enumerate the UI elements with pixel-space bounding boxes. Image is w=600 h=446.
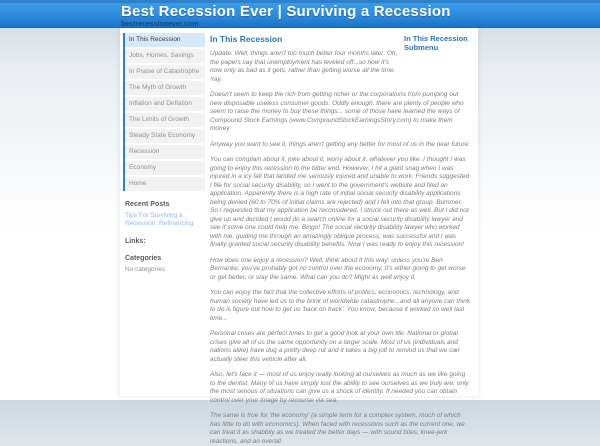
sidebar-item-the-limits-of-growth[interactable]: The Limits of Growth — [125, 113, 205, 127]
post-body — [210, 50, 472, 446]
submenu-sidebar — [400, 34, 472, 84]
sidebar-item-steady-state-economy[interactable]: Steady State Economy — [125, 129, 205, 143]
post-paragraph: Doesn't seem to keep the rich from getting richer or the corporations from pumping out new disposable useless consumer goods. Oddly enough, there are plenty of people who seem to raise the money to buy these things... some of those have learned the ways of Compound Stock Earnings (www.CompoundStockEarningsStory.com) to make them money — [210, 91, 464, 132]
categories-heading: Categories — [125, 255, 162, 262]
sidebar-item-the-myth-of-growth[interactable]: The Myth of Growth — [125, 81, 205, 95]
post-title: In This Recession — [210, 34, 283, 44]
sidebar-item-home[interactable]: Home — [125, 177, 205, 191]
post-paragraph: Personal crises are perfect times to get a good look at your own life. National or global crises give all of us the same opportunity on a larger scale. Most of us (individuals and nations alike) have dug a pretty deep rut and it takes a big jolt to remind us that we can actually steer this vehicle after all. — [210, 330, 460, 363]
left-sidebar — [123, 33, 205, 273]
sidebar-item-recession[interactable]: Recession — [125, 145, 205, 159]
content-container — [120, 28, 478, 445]
post-paragraph: Also, let's face it — most of us enjoy really looking at ourselves as much as we like going to the dentist. Many of us have simply lost the ability to see ourselves as we truly are; only the most serious of situations can give us a shock of identity. If needed you can obtain control over your image by recourse via sea. — [210, 371, 469, 404]
sidebar-item-inflation-and-deflation[interactable]: Inflation and Deflation — [125, 97, 205, 111]
post-paragraph: You can complain about it, joke about it, worry about it, whatever you like. I thought I was going to enjoy this recession to the bitter end. However, I hit a giant snag when I was injured in a icy fall that landed me seriously injured and unable to work. Friends suggested I file for social security disability, so I went to the government's website and filed an application. Apparently there is a high rate of initial social security disability applications being denied (60 to 70% of initial claims are rejected) and I fell into that group. Bummer. So I requested that my application be reconsidered. I struck out there as well. But I did not give up and decided I would do a search online for a social security disability lawyer and see if some one could help me. Bingo! The social security disability lawyer who worked with me, guiding me through an amazingly oblique process, was successful and I was finally granted social security disability benefits. Now I was ready to enjoy this recession! — [210, 156, 470, 248]
recent-post-link[interactable]: Tips For Surviving a Recession: Refinancing — [125, 212, 194, 227]
post-paragraph: Anyway you want to see it, things aren't getting any better for most of us in the near future. — [210, 140, 470, 148]
site-domain: bestrecessionever.com — [121, 21, 199, 28]
site-title-link[interactable]: Best Recession Ever | Surviving a Recession — [121, 3, 451, 20]
sidebar-item-in-praise-of-catastrophe[interactable]: In Praise of Catastrophe — [125, 65, 205, 79]
no-categories-text: No categories — [125, 266, 166, 273]
sidebar-nav — [123, 33, 205, 191]
sidebar-item-in-this-recession[interactable]: In This Recession — [125, 33, 205, 47]
site-header — [0, 0, 600, 28]
links-heading: Links: — [125, 238, 146, 245]
recent-posts-heading: Recent Posts — [125, 201, 170, 208]
post-paragraph: The same is true for 'the economy' (a simple term for a complex system, much of which has little to do with economics). When faced with recessions such as the current one, we can treat it as shabbily as we treated the better days — with sound bites, knee-jerk reactions, and an overall — [210, 412, 465, 445]
sidebar-item-jobs-homes-savings[interactable]: Jobs, Homes, Savings — [125, 49, 205, 63]
main-content — [210, 28, 475, 446]
sidebar-item-economy[interactable]: Economy — [125, 161, 205, 175]
post-paragraph: How does one enjoy a recession? Well, think about it this way: unless you're Ben Bernanke, you've probably got no control over the economy. It's either going to get worse or get better, or stay the same. What can you do? Might as well enjoy it. — [210, 256, 466, 281]
post-paragraph: Update: Well, things aren't too much better four months later. Oh, the papers say that unemployment has leveled off...so now it's now only as bad as it gets, rather than getting worse all the time. Yay. — [210, 50, 398, 83]
post-paragraph: You can enjoy the fact that the collective efforts of politics, economics, technology, and human society have led us to the brink of worldwide catastrophe...and all anyone can think to do is figure out how to get us 'back on track'. You know, because it worked so well last time... — [210, 289, 471, 322]
submenu-heading-link[interactable]: In This Recession Submenu — [404, 34, 468, 52]
